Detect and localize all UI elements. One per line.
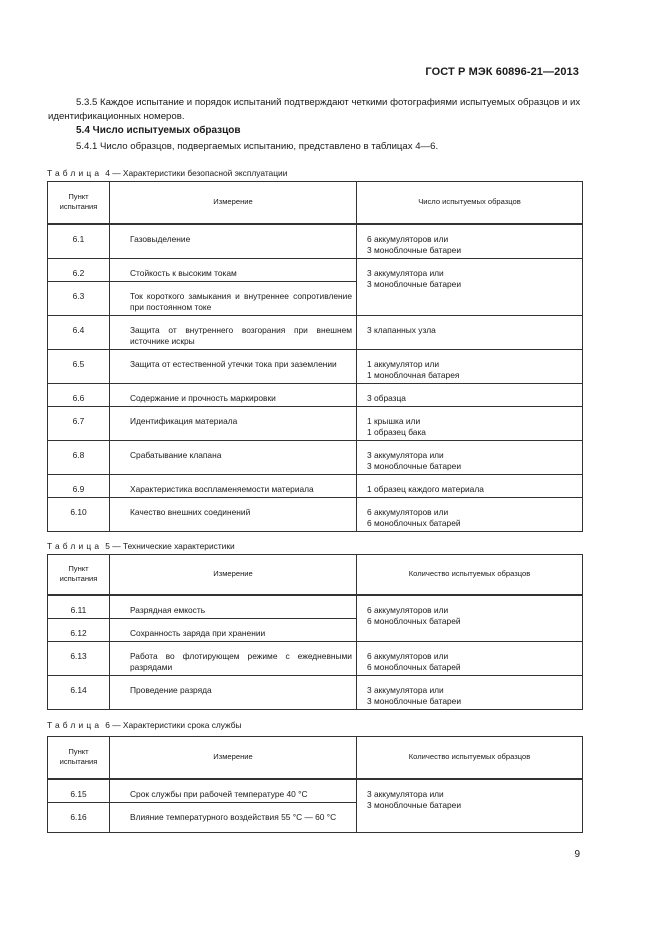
sample-count: 6 аккумуляторов или 6 моноблочных батарей [357,497,583,531]
measurement: Стойкость к высоким токам [110,258,357,281]
test-clause: 6.4 [48,315,110,349]
sample-count: 1 образец каждого материала [357,474,583,497]
table-row [48,474,583,497]
measurement: Работа во флотирующем режиме с ежедневными разрядами [110,641,357,675]
test-clause: 6.2 [48,258,110,281]
measurement: Газовыделение [110,224,357,259]
table6-caption-word: Таблица [47,720,103,730]
measurement: Ток короткого замыкания и внутреннее сопротивление при постоянном токе [110,281,357,315]
column-header: Пункт испытания [48,182,110,224]
measurement: Защита от внутреннего возгорания при внешнем источнике искры [110,315,357,349]
sample-count: 6 аккумуляторов или 3 моноблочные батареи [357,224,583,259]
measurement: Характеристика воспламеняемости материала [110,474,357,497]
sample-count: 1 аккумулятор или 1 моноблочная батарея [357,349,583,383]
column-header: Количество испытуемых образцов [357,555,583,595]
table-row [48,440,583,474]
sample-count: 3 аккумулятора или 3 моноблочные батареи [357,258,583,315]
table5-caption [47,541,235,551]
table-row [48,641,583,675]
table-row [48,349,583,383]
table4-caption-word: Таблица [47,168,103,178]
table6-caption-text: 6 — Характеристики срока службы [105,720,242,730]
measurement: Идентификация материала [110,406,357,440]
sample-count: 3 клапанных узла [357,315,583,349]
paragraph-5-4-1: 5.4.1 Число образцов, подвергаемых испытанию, представлено в таблицах 4—6. [76,141,439,152]
table-4 [47,181,583,532]
column-header: Количество испытуемых образцов [357,737,583,779]
measurement: Разрядная емкость [110,595,357,619]
column-header: Пункт испытания [48,555,110,595]
measurement: Влияние температурного воздействия 55 °С — 60 °С [110,803,357,833]
table-row [48,224,583,259]
test-clause: 6.1 [48,224,110,259]
test-clause: 6.9 [48,474,110,497]
test-clause: 6.13 [48,641,110,675]
test-clause: 6.6 [48,383,110,406]
section-heading-5-4: 5.4 Число испытуемых образцов [76,125,241,136]
sample-count: 6 аккумуляторов или 6 моноблочных батарей [357,641,583,675]
document-header: ГОСТ Р МЭК 60896-21—2013 [425,66,579,78]
test-clause: 6.11 [48,595,110,619]
table-row [48,383,583,406]
column-header: Пункт испытания [48,737,110,779]
test-clause: 6.7 [48,406,110,440]
test-clause: 6.5 [48,349,110,383]
table-6 [47,736,583,833]
measurement: Защита от естественной утечки тока при заземлении [110,349,357,383]
table5-caption-text: 5 — Технические характеристики [105,541,235,551]
test-clause: 6.10 [48,497,110,531]
sample-count: 3 аккумулятора или 3 моноблочные батареи [357,675,583,709]
table-row [48,406,583,440]
table5-caption-word: Таблица [47,541,103,551]
paragraph-5-3-5: 5.3.5 Каждое испытание и порядок испытаний подтверждают четкими фотографиями испытуемых образцов и их идентификационных номеров. [48,97,581,122]
test-clause: 6.3 [48,281,110,315]
table-row [48,497,583,531]
test-clause: 6.12 [48,618,110,641]
sample-count: 3 аккумулятора или 3 моноблочные батареи [357,440,583,474]
table4-caption-text: 4 — Характеристики безопасной эксплуатации [105,168,288,178]
measurement: Содержание и прочность маркировки [110,383,357,406]
test-clause: 6.16 [48,803,110,833]
column-header: Измерение [110,737,357,779]
page-number: 9 [574,849,580,860]
column-header: Измерение [110,182,357,224]
sample-count: 1 крышка или 1 образец бака [357,406,583,440]
test-clause: 6.14 [48,675,110,709]
table-row [48,675,583,709]
column-header: Измерение [110,555,357,595]
table6-caption [47,720,242,730]
measurement: Сохранность заряда при хранении [110,618,357,641]
column-header: Число испытуемых образцов [357,182,583,224]
measurement: Срабатывание клапана [110,440,357,474]
table-row [48,315,583,349]
table-row [48,595,583,619]
measurement: Качество внешних соединений [110,497,357,531]
measurement: Проведение разряда [110,675,357,709]
table4-caption [47,168,287,178]
sample-count: 3 образца [357,383,583,406]
test-clause: 6.8 [48,440,110,474]
sample-count: 3 аккумулятора или 3 моноблочные батареи [357,779,583,833]
measurement: Срок службы при рабочей температуре 40 °С [110,779,357,803]
sample-count: 6 аккумуляторов или 6 моноблочных батарей [357,595,583,642]
table-5 [47,554,583,710]
table-row [48,779,583,803]
test-clause: 6.15 [48,779,110,803]
table-row [48,258,583,281]
